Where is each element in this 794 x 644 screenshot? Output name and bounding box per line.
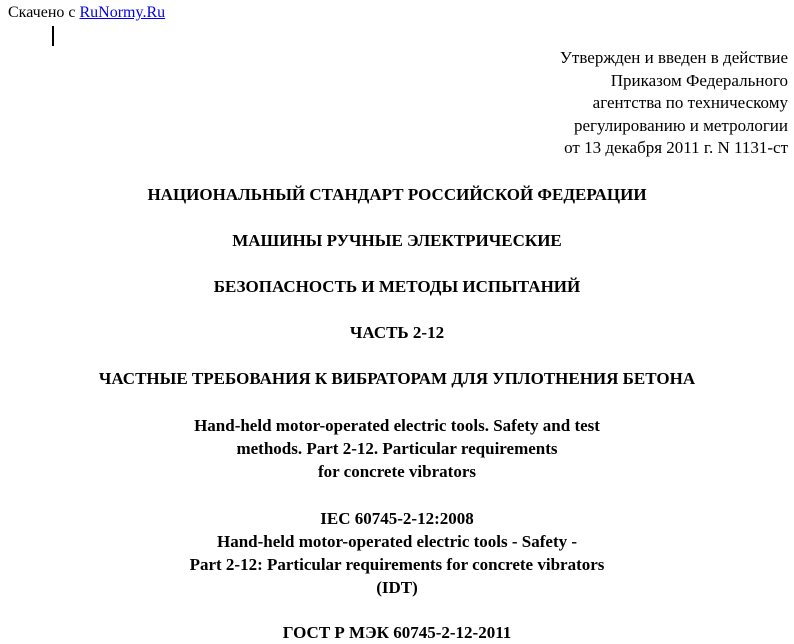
approval-line: от 13 декабря 2011 г. N 1131-ст [564,138,788,157]
source-line [8,3,165,22]
iec-reference [0,507,794,599]
iec-designation: IEC 60745-2-12:2008 [320,509,474,528]
part-heading: ЧАСТЬ 2-12 [349,323,445,342]
gost-designation: ГОСТ Р МЭК 60745-2-12-2011 [282,623,512,642]
english-title-line: methods. Part 2-12. Particular requirements [236,439,558,458]
approval-block [560,47,788,160]
english-title-line: for concrete vibrators [318,462,476,481]
iec-identity: (IDT) [376,578,418,597]
text-cursor [52,26,54,46]
source-prefix: Скачено с [8,4,80,21]
approval-line: агентства по техническому [592,93,788,112]
national-standard-heading: НАЦИОНАЛЬНЫЙ СТАНДАРТ РОССИЙСКОЙ ФЕДЕРАЦИИ [147,185,647,204]
approval-line: Утвержден и введен в действие [559,48,788,67]
particular-requirements-heading: ЧАСТНЫЕ ТРЕБОВАНИЯ К ВИБРАТОРАМ ДЛЯ УПЛОТНЕНИЯ БЕТОНА [98,369,696,388]
iec-title-line: Part 2-12: Particular requirements for concrete vibrators [189,555,605,574]
english-title-line: Hand-held motor-operated electric tools. Safety and test [194,416,600,435]
iec-title-line: Hand-held motor-operated electric tools - Safety - [216,532,578,551]
source-link[interactable]: RuNormy.Ru [79,4,166,21]
english-title [0,414,794,483]
safety-heading: БЕЗОПАСНОСТЬ И МЕТОДЫ ИСПЫТАНИЙ [213,277,581,296]
approval-line: регулированию и метрологии [573,115,788,135]
machines-heading: МАШИНЫ РУЧНЫЕ ЭЛЕКТРИЧЕСКИЕ [232,231,562,250]
approval-line: Приказом Федерального [610,70,788,90]
